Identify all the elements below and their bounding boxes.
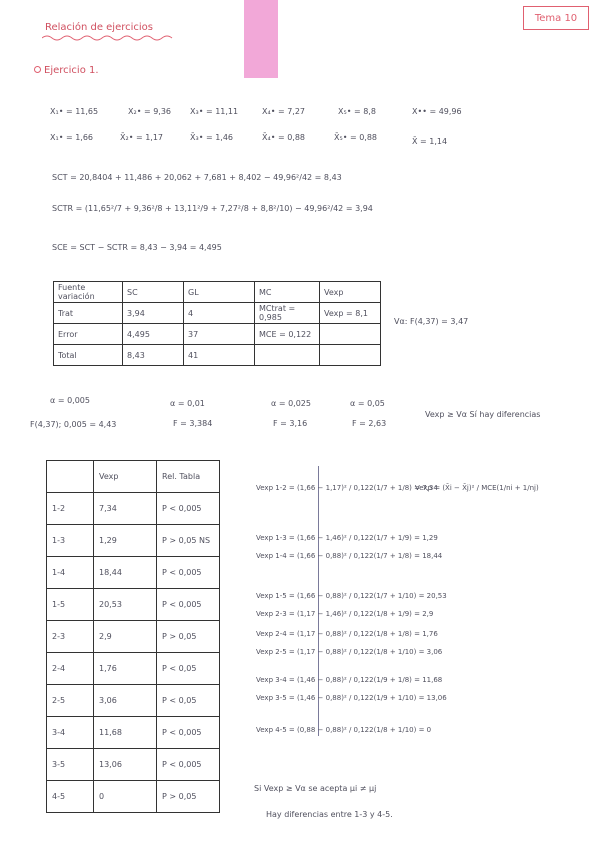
anova-note: Vα: F(4,37) = 3,47: [394, 317, 469, 326]
formula-1-3: Vexp 1-3 = (1,66 − 1,46)² / 0,122(1/7 + 1/9) = 1,29: [256, 534, 438, 542]
table-cell: Vexp: [320, 282, 381, 303]
conclusion-final: Hay diferencias entre 1-3 y 4-5.: [266, 810, 393, 819]
table-cell: 37: [184, 324, 255, 345]
table-cell: 4,495: [123, 324, 184, 345]
table-cell: GL: [184, 282, 255, 303]
table-cell: MCE = 0,122: [255, 324, 320, 345]
table-cell: P < 0,05: [157, 685, 220, 717]
bullet-icon: [34, 66, 41, 73]
mean: X₄• = 7,27: [262, 107, 306, 116]
table-row: [47, 621, 220, 653]
table-cell: 4: [184, 303, 255, 324]
table-cell: Rel. Tabla: [157, 461, 220, 493]
formula-1-2: Vexp 1-2 = (1,66 − 1,17)² / 0,122(1/7 + 1/8) = 7,34: [256, 484, 438, 492]
alpha: α = 0,005: [50, 396, 90, 405]
table-cell: 2-3: [47, 621, 94, 653]
anova-table: [53, 281, 381, 366]
mean-avg: X̄₄• = 0,88: [262, 133, 306, 142]
table-cell: 3,94: [123, 303, 184, 324]
table-cell: 2,9: [94, 621, 157, 653]
table-cell: 1,29: [94, 525, 157, 557]
mean: X₅• = 8,8: [338, 107, 376, 116]
table-row: [54, 324, 381, 345]
table-cell: 11,68: [94, 717, 157, 749]
table-cell: 1-2: [47, 493, 94, 525]
table-row: [54, 303, 381, 324]
topic-tag: Tema 10: [523, 6, 589, 30]
page-title: Relación de ejercicios: [45, 22, 154, 33]
f-value: F = 3,384: [173, 419, 213, 428]
table-cell: P > 0,05: [157, 781, 220, 813]
mean: X₂• = 9,36: [128, 107, 172, 116]
formula-2-3: Vexp 2-3 = (1,17 − 1,46)² / 0,122(1/8 + 1/9) = 2,9: [256, 610, 434, 618]
table-cell: 0: [94, 781, 157, 813]
table-row: [47, 493, 220, 525]
table-cell: [320, 324, 381, 345]
table-cell: P > 0,05 NS: [157, 525, 220, 557]
table-cell: 3-4: [47, 717, 94, 749]
table-row: [47, 685, 220, 717]
exercise-text: Ejercicio 1.: [44, 65, 99, 76]
mean: X₃• = 11,11: [190, 107, 239, 116]
table-row: [47, 749, 220, 781]
table-cell: Total: [54, 345, 123, 366]
table-cell: 1-4: [47, 557, 94, 589]
table-cell: MCtrat = 0,985: [255, 303, 320, 324]
table-cell: 7,34: [94, 493, 157, 525]
alpha: α = 0,01: [170, 399, 205, 408]
mean: X•• = 49,96: [412, 107, 462, 116]
table-cell: 13,06: [94, 749, 157, 781]
wavy-underline: [42, 34, 182, 42]
table-row: [47, 717, 220, 749]
table-cell: 3,06: [94, 685, 157, 717]
table-cell: P < 0,005: [157, 749, 220, 781]
exercise-label: [34, 65, 99, 76]
table-cell: Fuente variación: [54, 282, 123, 303]
table-cell: P < 0,005: [157, 493, 220, 525]
formula-1-4: Vexp 1-4 = (1,66 − 0,88)² / 0,122(1/7 + 1/8) = 18,44: [256, 552, 443, 560]
table-cell: 2-5: [47, 685, 94, 717]
alpha: α = 0,05: [350, 399, 385, 408]
f-value: F(4,37); 0,005 = 4,43: [30, 420, 117, 429]
table-cell: 1-3: [47, 525, 94, 557]
mean-avg: X̄₂• = 1,17: [120, 133, 164, 142]
table-cell: P > 0,05: [157, 621, 220, 653]
conclusion-rule: Si Vexp ≥ Vα se acepta µi ≠ µj: [254, 784, 377, 793]
table-cell: MC: [255, 282, 320, 303]
table-cell: 8,43: [123, 345, 184, 366]
f-conclusion: Vexp ≥ Vα Sí hay diferencias: [425, 410, 541, 419]
table-row: [47, 525, 220, 557]
table-cell: Vexp: [94, 461, 157, 493]
mean-avg: X̄ = 1,14: [412, 137, 448, 146]
table-cell: 1-5: [47, 589, 94, 621]
formula-3-5: Vexp 3-5 = (1,46 − 0,88)² / 0,122(1/9 + 1/10) = 13,06: [256, 694, 447, 702]
pink-tab: [244, 0, 278, 78]
table-cell: 41: [184, 345, 255, 366]
table-cell: P < 0,005: [157, 557, 220, 589]
table-cell: 2-4: [47, 653, 94, 685]
table-cell: 18,44: [94, 557, 157, 589]
table-cell: [47, 461, 94, 493]
table-row: [47, 589, 220, 621]
table-cell: 20,53: [94, 589, 157, 621]
sct-formula: SCT = 20,8404 + 11,486 + 20,062 + 7,681 + 8,402 − 49,96²/42 = 8,43: [52, 173, 342, 182]
sce-formula: SCE = SCT − SCTR = 8,43 − 3,94 = 4,495: [52, 243, 222, 252]
table-cell: 3-5: [47, 749, 94, 781]
comparison-table: [46, 460, 220, 813]
table-row: [47, 557, 220, 589]
table-cell: [255, 345, 320, 366]
mean-avg: X₁• = 1,66: [50, 133, 94, 142]
table-cell: P < 0,005: [157, 717, 220, 749]
mean-avg: X̄₃• = 1,46: [190, 133, 234, 142]
formula-3-4: Vexp 3-4 = (1,46 − 0,88)² / 0,122(1/9 + 1/8) = 11,68: [256, 676, 443, 684]
table-row: [47, 461, 220, 493]
table-cell: SC: [123, 282, 184, 303]
table-row: [54, 282, 381, 303]
table-cell: P < 0,05: [157, 653, 220, 685]
formula-2-4: Vexp 2-4 = (1,17 − 0,88)² / 0,122(1/8 + 1/8) = 1,76: [256, 630, 438, 638]
alpha: α = 0,025: [271, 399, 311, 408]
table-row: [47, 653, 220, 685]
formula-4-5: Vexp 4-5 = (0,88 − 0,88)² / 0,122(1/8 + 1/10) = 0: [256, 726, 432, 734]
formula-general: Vexp = (X̄i − X̄j)² / MCE(1/ni + 1/nj): [415, 484, 539, 492]
formula-1-5: Vexp 1-5 = (1,66 − 0,88)² / 0,122(1/7 + 1/10) = 20,53: [256, 592, 447, 600]
table-cell: P < 0,005: [157, 589, 220, 621]
table-cell: Vexp = 8,1: [320, 303, 381, 324]
f-value: F = 3,16: [273, 419, 308, 428]
table-row: [54, 345, 381, 366]
table-row: [47, 781, 220, 813]
table-cell: 1,76: [94, 653, 157, 685]
table-cell: [320, 345, 381, 366]
f-value: F = 2,63: [352, 419, 387, 428]
table-cell: 4-5: [47, 781, 94, 813]
table-cell: Trat: [54, 303, 123, 324]
formula-2-5: Vexp 2-5 = (1,17 − 0,88)² / 0,122(1/8 + 1/10) = 3,06: [256, 648, 443, 656]
mean-avg: X̄₅• = 0,88: [334, 133, 378, 142]
mean: X₁• = 11,65: [50, 107, 99, 116]
sctr-formula: SCTR = (11,65²/7 + 9,36²/8 + 13,11²/9 + 7,27²/8 + 8,8²/10) − 49,96²/42 = 3,94: [52, 204, 373, 213]
table-cell: Error: [54, 324, 123, 345]
